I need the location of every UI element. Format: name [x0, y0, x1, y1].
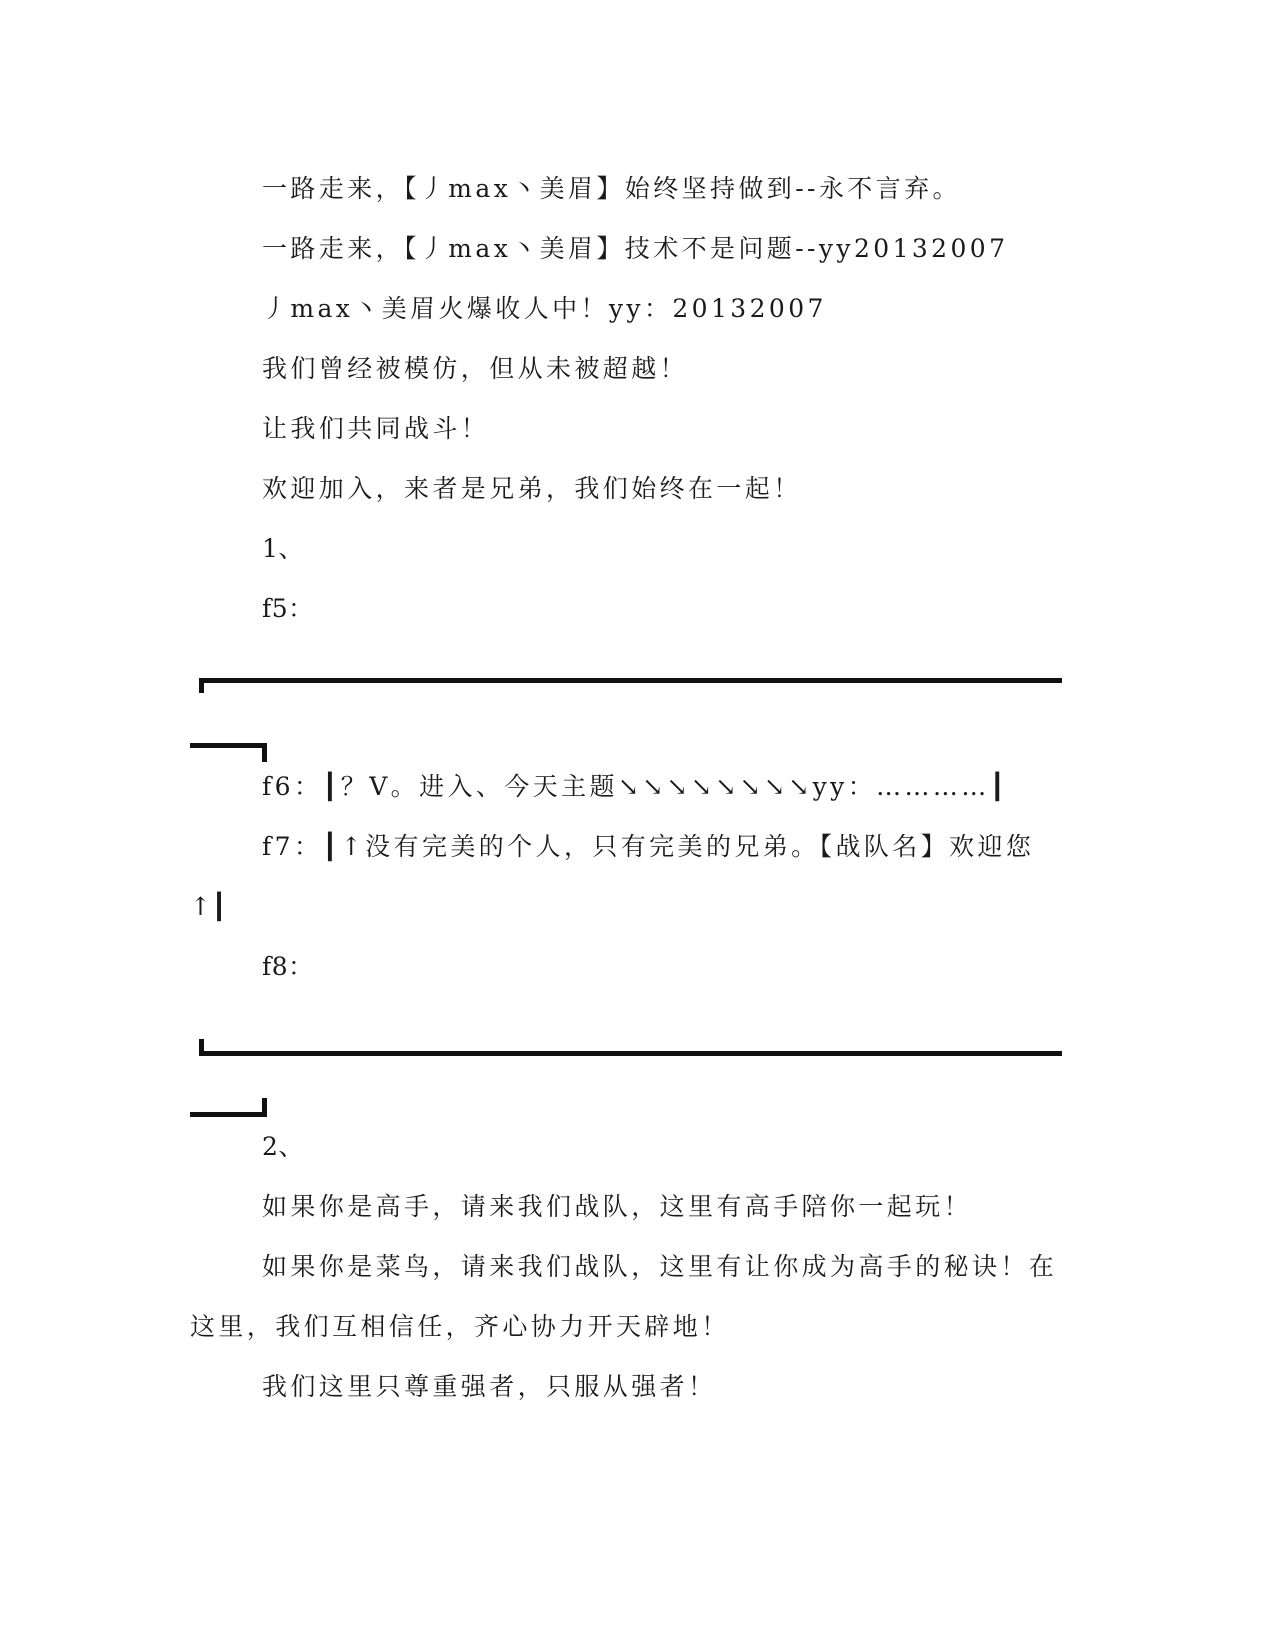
list-number: 1、 — [262, 534, 304, 563]
bottom-border-line — [199, 1039, 1062, 1056]
f7-line-continuation: ↑┃ — [190, 892, 227, 921]
top-border-corner — [190, 743, 267, 762]
list-number: 2、 — [262, 1132, 304, 1161]
paragraph: 我们曾经被模仿，但从未被超越！ — [262, 354, 689, 383]
f8-label: f8： — [262, 952, 314, 981]
paragraph: 欢迎加入，来者是兄弟，我们始终在一起！ — [262, 474, 802, 503]
f6-line: f6：┃？V。进入、今天主题↘↘↘↘↘↘↘↘yy：…………┃ — [262, 772, 1009, 801]
f5-label: f5： — [262, 594, 314, 623]
f7-line: f7：┃↑没有完美的个人，只有完美的兄弟。【战队名】欢迎您 — [262, 832, 1035, 861]
paragraph-continuation: 这里，我们互相信任，齐心协力开天辟地！ — [190, 1312, 730, 1341]
bottom-border-corner — [190, 1098, 267, 1117]
paragraph: 如果你是菜鸟，请来我们战队，这里有让你成为高手的秘诀！在 — [262, 1252, 1058, 1281]
paragraph: 我们这里只尊重强者，只服从强者！ — [262, 1372, 717, 1401]
paragraph: 丿max丶美眉火爆收人中！yy：20132007 — [262, 294, 827, 323]
paragraph: 让我们共同战斗！ — [262, 414, 490, 443]
paragraph: 一路走来，【丿max丶美眉】始终坚持做到--永不言弃。 — [262, 174, 961, 203]
top-border-line — [199, 678, 1062, 693]
paragraph: 一路走来，【丿max丶美眉】技术不是问题--yy20132007 — [262, 234, 1009, 263]
paragraph: 如果你是高手，请来我们战队，这里有高手陪你一起玩！ — [262, 1192, 973, 1221]
